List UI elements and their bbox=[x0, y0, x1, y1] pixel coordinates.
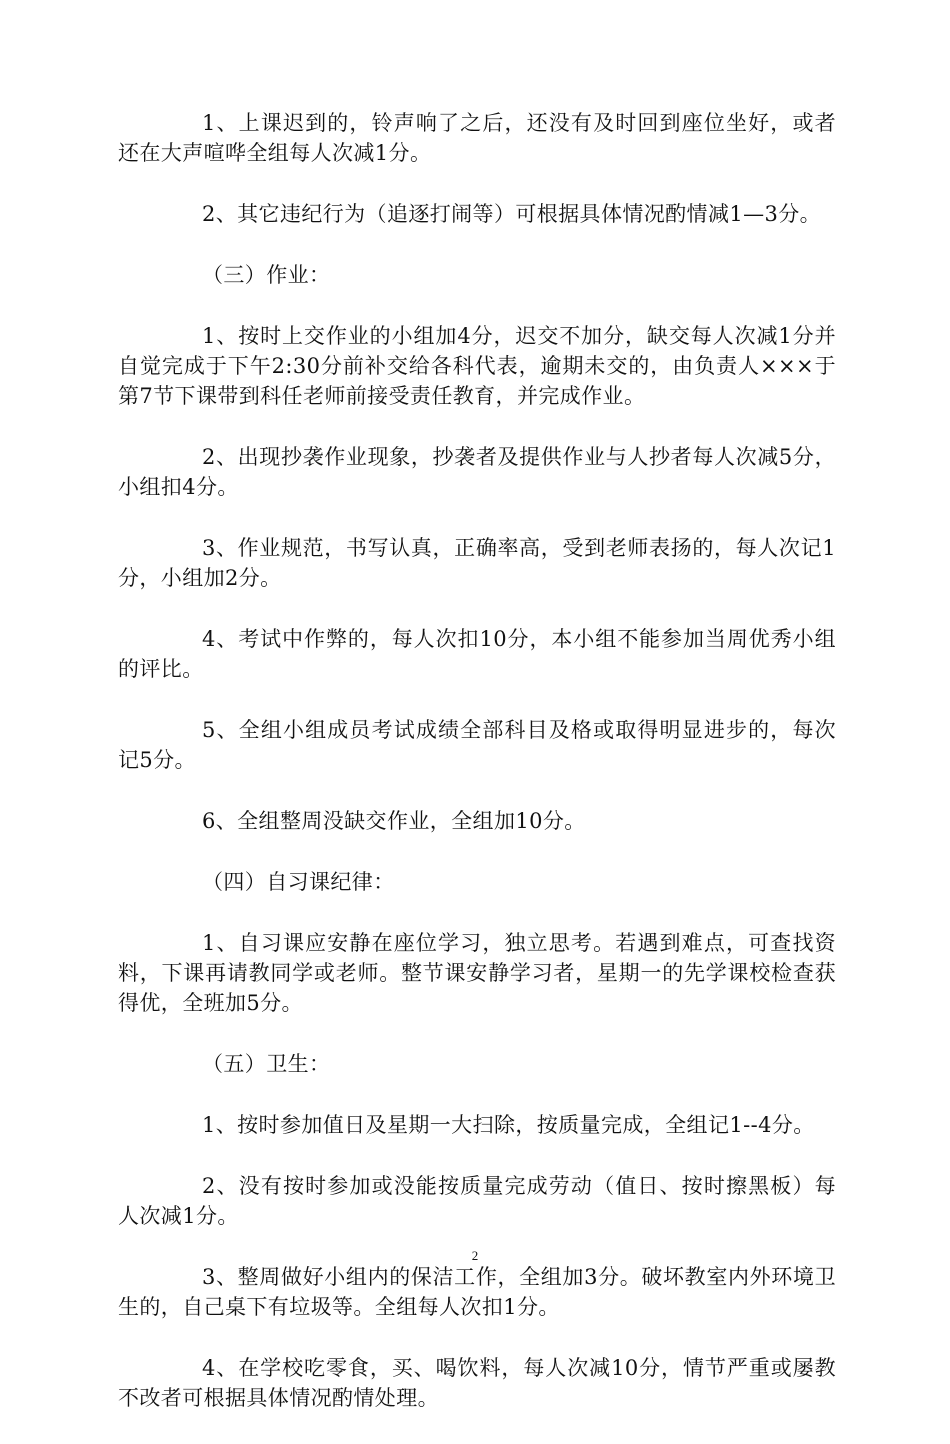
rule-homework-submission: 1、按时上交作业的小组加4分，迟交不加分，缺交每人次减1分并自觉完成于下午2:30分前补交给各科代表，逾期未交的，由负责人×××于第7节下课带到科任老师前接受责任教育，并完成作业。 bbox=[118, 324, 836, 408]
section-heading-homework: （三）作业： bbox=[202, 263, 331, 287]
rule-exam-cheating: 4、考试中作弊的，每人次扣10分，本小组不能参加当周优秀小组的评比。 bbox=[118, 627, 836, 681]
rule-no-missing-homework: 6、全组整周没缺交作业，全组加10分。 bbox=[202, 809, 586, 833]
section-heading-hygiene: （五）卫生： bbox=[202, 1052, 331, 1076]
rule-self-study: 1、自习课应安静在座位学习，独立思考。若遇到难点，可查找资料，下课再请教同学或老师。整节课安静学习者，星期一的先学课校检查获得优，全班加5分。 bbox=[118, 931, 836, 1015]
rule-duty-cleaning: 1、按时参加值日及星期一大扫除，按质量完成，全组记1--4分。 bbox=[202, 1113, 815, 1137]
rule-homework-copying: 2、出现抄袭作业现象，抄袭者及提供作业与人抄者每人次减5分，小组扣4分。 bbox=[118, 445, 836, 499]
rule-cleanliness: 3、整周做好小组内的保洁工作，全组加3分。破坏教室内外环境卫生的，自己桌下有垃圾等。全组每人次扣1分。 bbox=[118, 1265, 836, 1319]
section-heading-self-study: （四）自习课纪律： bbox=[202, 870, 395, 894]
rule-lateness: 1、上课迟到的，铃声响了之后，还没有及时回到座位坐好，或者还在大声喧哗全组每人次减1分。 bbox=[118, 111, 836, 165]
document-body bbox=[118, 108, 836, 1444]
page-number: 2 bbox=[471, 1248, 479, 1263]
rule-labor-missing: 2、没有按时参加或没能按质量完成劳动（值日、按时擦黑板）每人次减1分。 bbox=[118, 1174, 836, 1228]
rule-homework-quality: 3、作业规范，书写认真，正确率高，受到老师表扬的，每人次记1分，小组加2分。 bbox=[118, 536, 836, 590]
rule-exam-progress: 5、全组小组成员考试成绩全部科目及格或取得明显进步的，每次记5分。 bbox=[118, 718, 836, 772]
rule-other-violations: 2、其它违纪行为（追逐打闹等）可根据具体情况酌情减1—3分。 bbox=[202, 202, 822, 226]
rule-snacks-drinks: 4、在学校吃零食，买、喝饮料，每人次减10分，情节严重或屡教不改者可根据具体情况酌情处理。 bbox=[118, 1356, 836, 1410]
